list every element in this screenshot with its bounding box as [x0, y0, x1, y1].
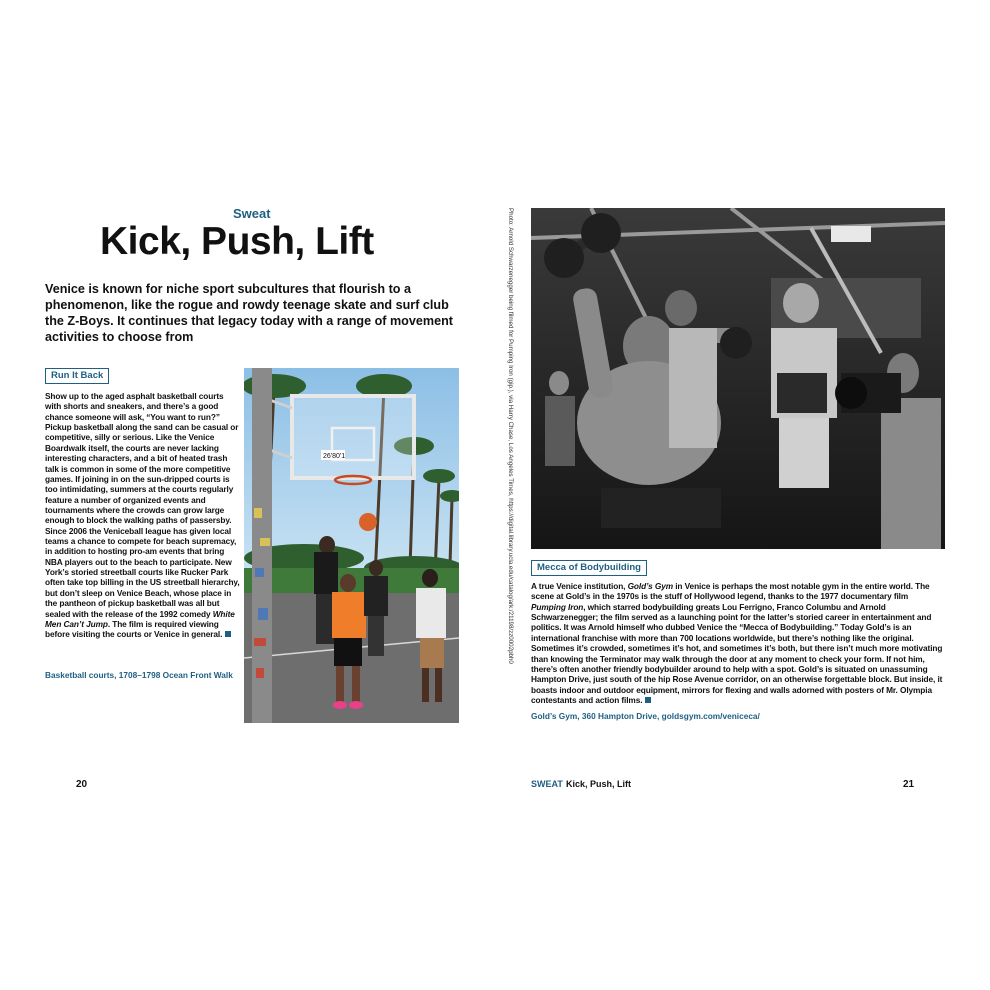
- basketball-photo: [244, 368, 459, 723]
- mecca-body: [531, 581, 945, 705]
- section-kicker: Sweat: [233, 206, 271, 221]
- page-number-right: 21: [903, 779, 915, 790]
- basketball-court-illustration: [244, 368, 459, 723]
- footer-section: SWEAT: [531, 779, 563, 789]
- film-title-pumping-iron: Pumping Iron: [531, 601, 584, 612]
- mecca-text-3: , which starred bodybuilding greats Lou Ferrigno, Franco Columbu and Arnold Schwarzenegger; the film served as a launching point for the latter’s storied career in entertainment and politics. It was Arnold himself who dubbed Venice the “Mecca of Bodybuilding.” Today Gold’s is an international franchise with more than 700 locations worldwide, but there’s nothing like the original. Sometimes it’s crowded, sometimes it’s hot, and sometimes it’s both, but there isn’t much more motivating than knowing the Terminator may walk through the door at any moment to check your form. If not him, there’s often another friendly bodybuilder around to help with a spot. Gold’s is situated on unassuming Hampton Drive, just south of the hip Rose Avenue corridor, on an otherwise forgettable block. But inside, it boasts indoor and outdoor equipment, mirrors for flexing and walls adorned with posters of Mr. Olympia contestants and action films.: [531, 601, 943, 705]
- page-title: Kick, Push, Lift: [100, 220, 374, 263]
- mecca-of-bodybuilding-label: Mecca of Bodybuilding: [531, 560, 647, 576]
- end-mark-icon: [225, 631, 231, 637]
- backboard-sign: 26'80'1: [323, 453, 346, 460]
- gym-photo: [531, 208, 945, 549]
- film-title: White Men Can’t Jump: [45, 608, 235, 629]
- run-it-back-label: Run It Back: [45, 368, 109, 384]
- intro-paragraph: Venice is known for niche sport subcultures that flourish to a phenomenon, like the rogue and rowdy teenage skate and surf club the Z-Boys. It continues that legacy today with a range of movement activities to choose from: [45, 282, 453, 345]
- run-it-back-text-2: . The film is required viewing before visiting the courts or Venice in general.: [45, 618, 223, 640]
- run-it-back-body: [45, 391, 241, 640]
- mecca-text-1: A true Venice institution,: [531, 581, 628, 591]
- footer-title: Kick, Push, Lift: [566, 779, 632, 789]
- gym-scene-illustration: [531, 208, 945, 549]
- run-it-back-text-1: Show up to the aged asphalt basketball courts with shorts and sneakers, and there’s a good chance someone will ask, “You want to run?” Pickup basketball along the sand can be casual or competitive, silly or serious. Like the Venice Boardwalk itself, the courts are never lacking interesting characters, and a bit of heated trash talk is common in some of the more competitive games. If joining in on the sun-dripped courts is too intimidating, summers at the courts regularly feature a number of organized events and tournaments where the crowds can grow large enough to block the walking paths of passersby. Since 2006 the Veniceball league has given local teams a chance to compete for beach supremacy, in addition to hosting pro-am events that bring NBA players out to the beach to participate. New York’s storied streetball courts like Rucker Park often take top billing in the US streetball hierarchy, but don’t sleep on Venice Beach, whose place in the pantheon of pickup basketball was all but sealed with the release of the 1992 comedy: [45, 391, 240, 619]
- golds-gym-location: Gold’s Gym, 360 Hampton Drive, goldsgym.com/veniceca/: [531, 711, 760, 721]
- end-mark-icon: [645, 697, 651, 703]
- mecca-text-2: in Venice is perhaps the most notable gym in the entire world. The scene at Gold’s in the 1970s is the stuff of Hollywood legend, thanks to the 1977 documentary film: [531, 581, 930, 602]
- gym-name: Gold’s Gym: [627, 581, 673, 591]
- page-number-left: 20: [76, 779, 88, 790]
- photo-credit: Photo: Arnold Schwarzenegger being filmed for Pumping Iron (gip.), via Harry Chase, Los Angeles Times, https://digital.library.ucla.edu/catalog/ark:/21198/zz0002pbh0: [507, 208, 514, 664]
- basketball-courts-location: Basketball courts, 1708–1798 Ocean Front Walk: [45, 670, 233, 680]
